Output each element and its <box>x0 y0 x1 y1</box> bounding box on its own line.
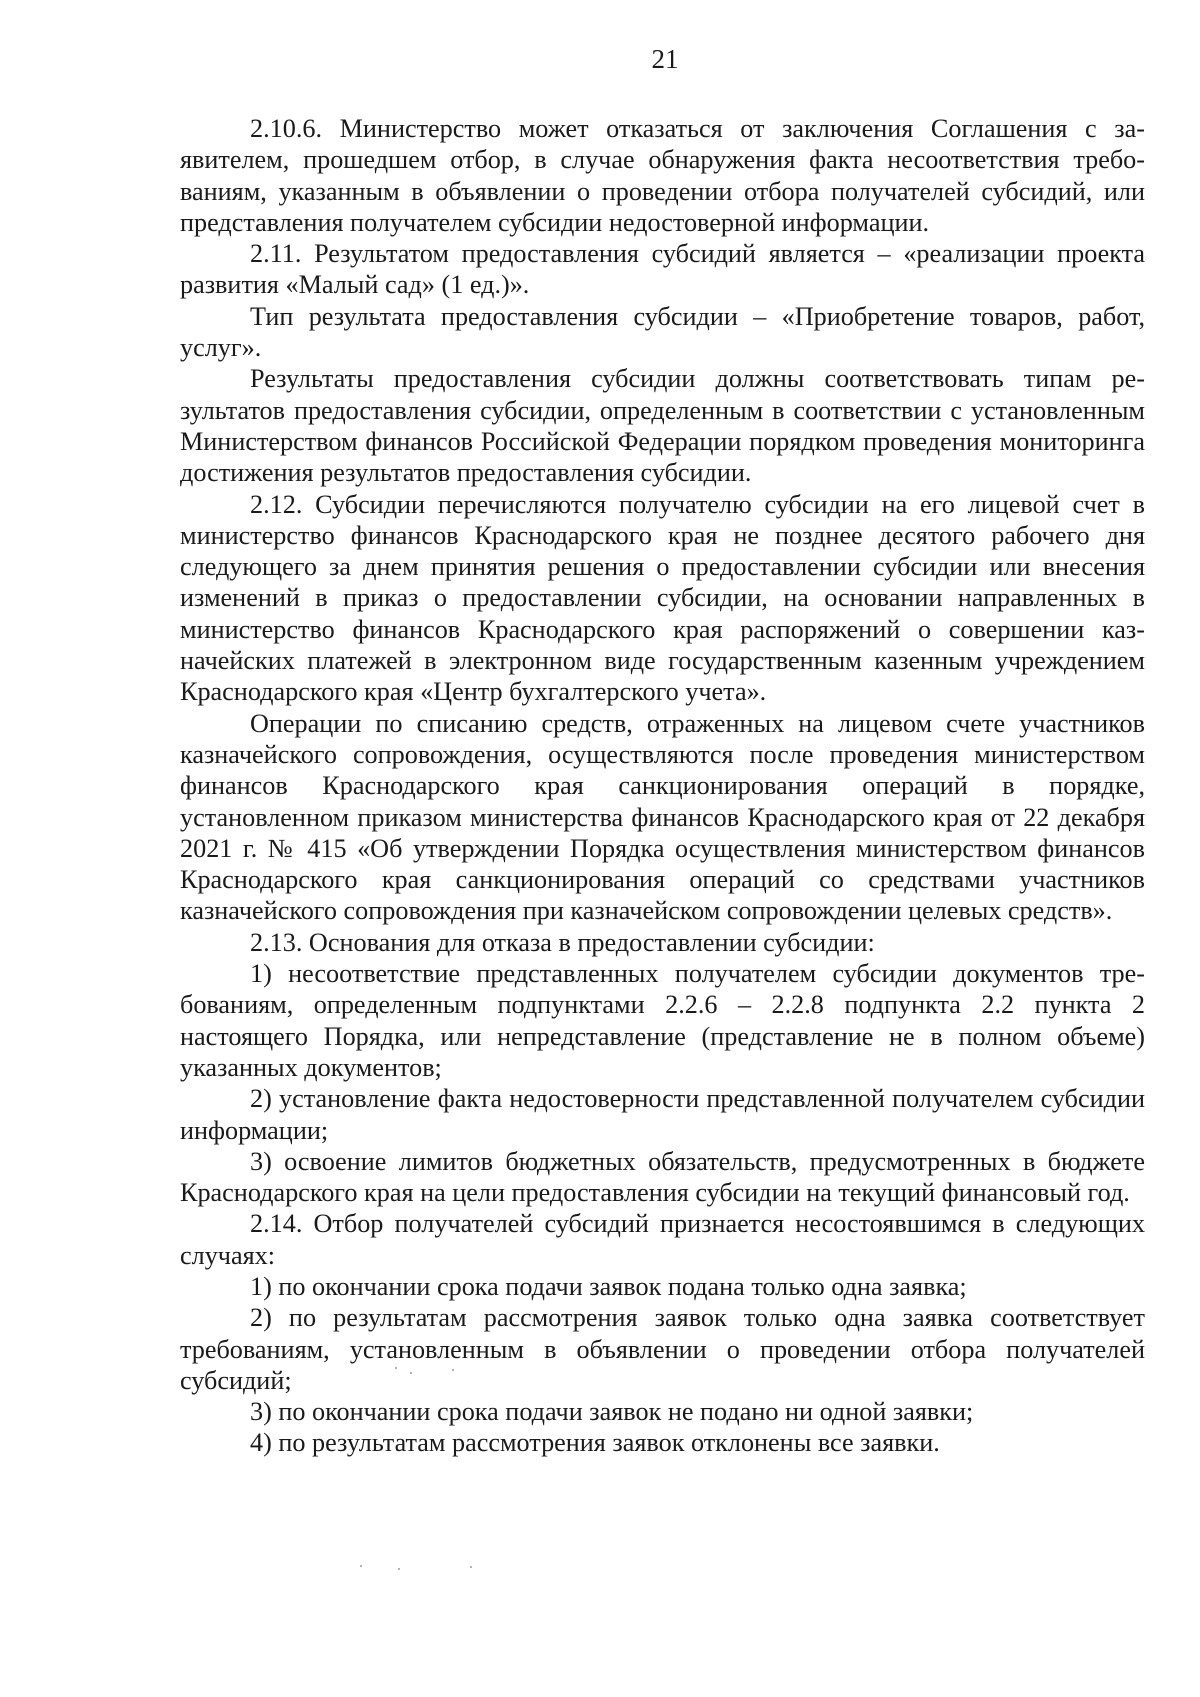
list-item-2-13-1: 1) несоответствие представленных получателем субсидии документов требованиям, определенным подпунктами 2.2.6 – 2.2.8 подпункта 2.2 пункта 2 настоящего Порядка, или непредставление (представление не в полном объеме) указанных документов; <box>180 959 1145 1082</box>
list-item-2-14-1: 1) по окончании срока подачи заявок подана только одна заявка; <box>250 1271 967 1301</box>
scan-speck <box>452 1369 454 1371</box>
scan-speck <box>395 1367 397 1369</box>
scan-speck <box>398 1568 400 1570</box>
scan-speck <box>470 1566 472 1568</box>
list-item-2-14-4: 4) по результатам рассмотрения заявок отклонены все заявки. <box>250 1428 940 1458</box>
paragraph-2-11: 2.11. Результатом предоставления субсидий является – «реализации проекта развития «Малый сад» (1 ед.)». <box>180 239 1145 300</box>
paragraph-2-12: 2.12. Субсидии перечисляются получателю субсидии на его лицевой счет в министерство финансов Краснодарского края не позднее десятого рабочего дня следующего за днем принятия решения о предоставлении субсидии или внесения изменений в приказ о предоставлении субсидии, на основании направленных в министерство финансов Краснодарского края распоряжений о совершении казначейских платежей в электронном виде государственным казенным учреждением Краснодарского края «Центр бухгалтерского учета». <box>180 489 1145 707</box>
page-number: 21 <box>651 44 679 74</box>
paragraph-2-13: 2.13. Основания для отказа в предоставлении субсидии: <box>250 927 875 957</box>
list-item-2-13-2: 2) установление факта недостоверности представленной получателем субсидии информации; <box>180 1084 1145 1145</box>
paragraph-results-compliance: Результаты предоставления субсидии должны соответствовать типам результатов предоставления субсидии, определенным в соответствии с установленным Министерством финансов Российской Федерации порядком проведения мониторинга достижения результатов предоставления субсидии. <box>180 364 1145 488</box>
paragraph-2-10-6: 2.10.6. Министерство может отказаться от заключения Соглашения с заявителем, прошедшем отбор, в случае обнаружения факта несоответствия требованиям, указанным в объявлении о проведении отбора получателей субсидий, или представления получателем субсидии недостоверной информации. <box>180 114 1145 237</box>
document-body <box>180 113 1145 1459</box>
scan-speck <box>410 1372 412 1374</box>
paragraph-2-14: 2.14. Отбор получателей субсидий признается несостоявшимся в следующих случаях: <box>180 1209 1145 1270</box>
list-item-2-13-3: 3) освоение лимитов бюджетных обязательств, предусмотренных в бюджете Краснодарского края на цели предоставления субсидии на текущий финансовый год. <box>180 1146 1145 1208</box>
list-item-2-14-3: 3) по окончании срока подачи заявок не подано ни одной заявки; <box>250 1397 974 1427</box>
paragraph-result-type: Тип результата предоставления субсидии – «Приобретение товаров, работ, услуг». <box>180 301 1145 363</box>
list-item-2-14-2: 2) по результатам рассмотрения заявок только одна заявка соответствует требованиям, установленным в объявлении о проведении отбора получателей субсидий; <box>180 1303 1145 1395</box>
scan-speck <box>360 1565 362 1567</box>
paragraph-operations: Операции по списанию средств, отраженных на лицевом счете участников казначейского сопровождения, осуществляются после проведения министерством финансов Краснодарского края санкционирования операций в порядке, установленном приказом министерства финансов Краснодарского края от 22 декабря 2021 г. № 415 «Об утверждении Порядка осуществления министерством финансов Краснодарского края санкционирования операций со средствами участников казначейского сопровождения при казначейском сопровождении целевых средств». <box>180 708 1145 926</box>
